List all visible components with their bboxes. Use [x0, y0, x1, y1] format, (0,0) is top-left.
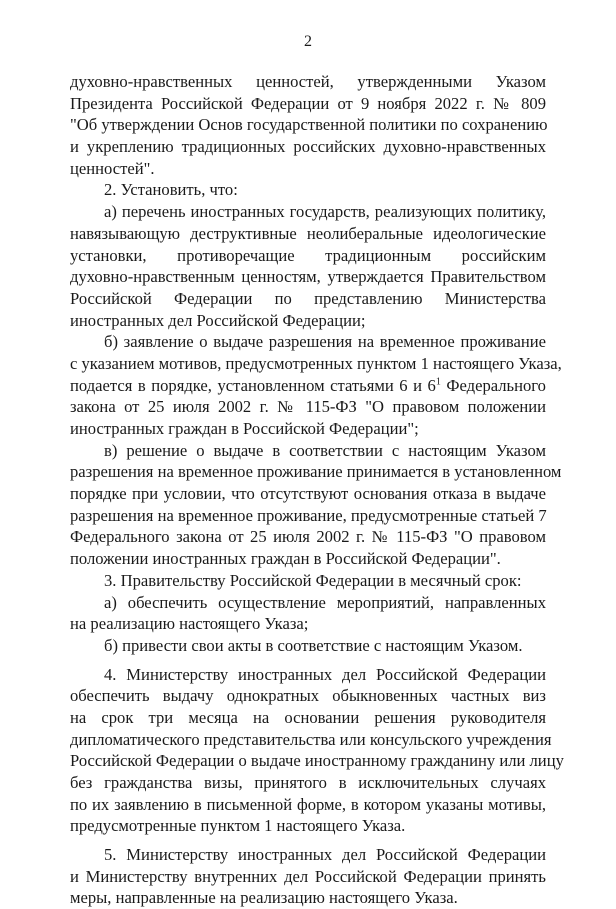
text-line — [70, 750, 564, 772]
text-line — [70, 461, 562, 483]
text-line — [70, 570, 546, 592]
line-text: духовно-нравственным ценностям, утверждается Правительством — [70, 267, 546, 287]
line-text: обеспечить выдачу однократных обыкновенных частных виз — [70, 686, 546, 706]
line-text: порядке при условии, что отсутствуют основания отказа в выдаче — [70, 484, 546, 504]
text-line — [70, 288, 546, 310]
line-text: с указанием мотивов, предусмотренных пунктом 1 настоящего Указа, — [70, 353, 562, 373]
paragraph — [70, 71, 546, 179]
text-line — [70, 483, 546, 505]
paragraph — [70, 592, 546, 635]
line-text: б) привести свои акты в соответствие с настоящим Указом. — [104, 635, 523, 655]
text-line — [70, 794, 546, 816]
text-line — [70, 93, 546, 115]
line-text: на реализацию настоящего Указа; — [70, 614, 309, 634]
text-line — [70, 635, 546, 657]
text-line — [70, 505, 546, 527]
text-line — [70, 613, 546, 635]
paragraph — [70, 664, 564, 838]
page-number: 2 — [304, 33, 312, 50]
line-text: 4. Министерству иностранных дел Российской Федерации — [104, 664, 546, 684]
text-line — [70, 592, 546, 614]
text-line — [70, 772, 546, 794]
text-line — [70, 331, 546, 353]
line-text: и укреплению традиционных российских духовно-нравственных — [70, 137, 546, 157]
line-text: Федерального закона от 25 июля 2002 г. № 115-ФЗ "О правовом — [70, 527, 546, 547]
text-line — [70, 526, 546, 548]
text-line — [70, 136, 546, 158]
superscript: 1 — [435, 376, 441, 388]
line-text: по их заявлению в письменной форме, в котором указаны мотивы, — [70, 794, 546, 814]
paragraph — [70, 570, 546, 592]
text-line — [70, 866, 546, 888]
line-text: разрешения на временное проживание, предусмотренные статьей 7 — [70, 505, 547, 525]
paragraph — [70, 331, 562, 439]
text-line — [70, 440, 546, 462]
text-line — [70, 396, 546, 418]
line-text: "Об утверждении Основ государственной политики по сохранению — [70, 115, 548, 135]
paragraph — [70, 179, 546, 201]
text-line — [70, 844, 546, 866]
text-line — [70, 71, 546, 93]
text-line — [70, 664, 546, 686]
text-line — [70, 310, 546, 332]
line-text: в) решение о выдаче в соответствии с настоящим Указом — [104, 440, 546, 460]
text-line — [70, 266, 546, 288]
text-line — [70, 353, 562, 375]
line-text: б) заявление о выдаче разрешения на временное проживание — [104, 332, 546, 352]
text-line — [70, 729, 552, 751]
line-text: меры, направленные на реализацию настоящего Указа. — [70, 888, 458, 908]
line-text: 3. Правительству Российской Федерации в месячный срок: — [104, 570, 522, 590]
text-line — [70, 201, 546, 223]
line-text-after: Федерального — [440, 375, 546, 395]
text-line — [70, 375, 546, 397]
paragraph — [70, 440, 562, 570]
line-text: предусмотренные пунктом 1 настоящего Указа. — [70, 816, 406, 836]
line-text: иностранных граждан в Российской Федерации"; — [70, 419, 419, 438]
text-line — [70, 179, 546, 201]
line-text: Российской Федерации по представлению Министерства — [70, 288, 546, 308]
document-body — [70, 71, 564, 909]
line-text: иностранных дел Российской Федерации; — [70, 310, 366, 330]
text-line — [70, 114, 546, 136]
line-text: 2. Установить, что: — [104, 180, 238, 200]
line-text: а) обеспечить осуществление мероприятий, направленных — [104, 592, 546, 612]
line-text: дипломатического представительства или консульского учреждения — [70, 729, 552, 749]
text-line — [70, 223, 546, 245]
line-text: Российской Федерации о выдаче иностранному гражданину или лицу — [70, 751, 564, 771]
text-line — [70, 685, 546, 707]
text-line — [70, 707, 546, 729]
text-line — [70, 158, 546, 180]
paragraph — [70, 201, 546, 331]
paragraph — [70, 635, 546, 657]
paragraph-gap — [70, 837, 546, 844]
text-line — [70, 245, 546, 267]
line-text: 5. Министерству иностранных дел Российской Федерации — [104, 845, 546, 865]
line-text: на срок три месяца на основании решения руководителя — [70, 707, 546, 727]
line-text: закона от 25 июля 2002 г. № 115-ФЗ "О правовом положении — [70, 397, 546, 417]
text-line — [70, 815, 546, 837]
line-text: подается в порядке, установленном статьями 6 и 6 — [70, 375, 436, 395]
line-text: и Министерству внутренних дел Российской Федерации принять — [70, 866, 546, 886]
line-text: ценностей". — [70, 158, 155, 178]
line-text: разрешения на временное проживание принимается в установленном — [70, 462, 562, 482]
line-text: а) перечень иностранных государств, реализующих политику, — [104, 202, 546, 222]
text-line — [70, 887, 546, 909]
line-text: навязывающую деструктивные неолиберальные идеологические — [70, 223, 546, 243]
line-text: установки, противоречащие традиционным российским — [70, 245, 546, 265]
line-text: без гражданства визы, принятого в исключительных случаях — [70, 773, 546, 792]
line-text: Президента Российской Федерации от 9 ноября 2022 г. № 809 — [70, 93, 546, 113]
paragraph — [70, 844, 546, 909]
paragraph-gap — [70, 657, 546, 664]
text-line — [70, 418, 546, 440]
text-line — [70, 548, 546, 570]
line-text: духовно-нравственных ценностей, утвержденными Указом — [70, 72, 546, 91]
line-text: положении иностранных граждан в Российской Федерации". — [70, 549, 501, 569]
